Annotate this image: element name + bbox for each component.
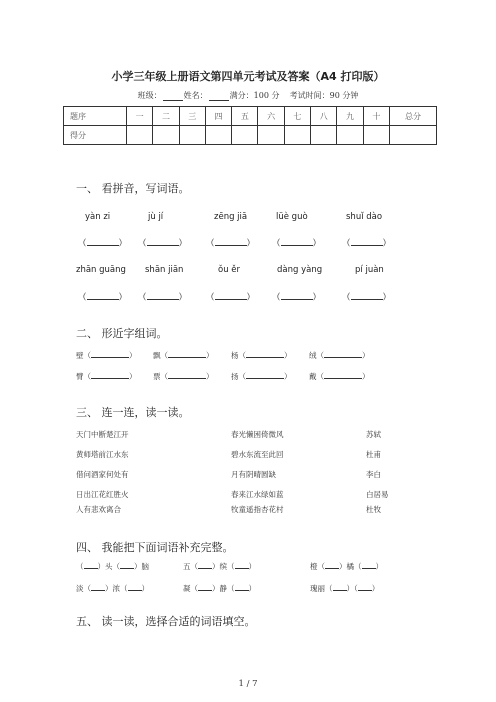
score-cell: 一	[127, 107, 153, 126]
answer-blank[interactable]: （ ）	[272, 293, 322, 303]
idiom-fill-item[interactable]: 淡（ ）浓（ ）	[76, 584, 149, 593]
score-cell: 九	[337, 107, 363, 126]
answer-blank[interactable]: （ ）	[272, 239, 322, 249]
idiom-fill-item[interactable]: （ ）头（ ）脑	[76, 562, 149, 571]
score-cell: 三	[179, 107, 205, 126]
near-char-item[interactable]: 戴（ ）	[309, 372, 370, 381]
score-cell: 题序	[64, 107, 127, 126]
match-author-item[interactable]: 杜甫	[366, 450, 381, 459]
near-char-item[interactable]: 扬（ ）	[231, 372, 292, 381]
match-author-item[interactable]: 李白	[366, 470, 381, 479]
score-cell: 四	[205, 107, 231, 126]
score-cell: 十	[363, 107, 389, 126]
near-char-item[interactable]: 壁（ ）	[76, 351, 137, 360]
match-left-item[interactable]: 黄师塔前江水东	[76, 450, 129, 459]
score-input-cell[interactable]	[311, 126, 337, 145]
near-char-item[interactable]: 绒（ ）	[309, 351, 370, 360]
section-4-heading: 四、 我能把下面词语补充完整。	[76, 541, 234, 554]
page-title: 小学三年级上册语文第四单元考试及答案（A4 打印版）	[111, 70, 385, 83]
score-table-header-row	[64, 107, 437, 126]
match-middle-item[interactable]: 碧水东流至此回	[231, 450, 284, 459]
pinyin-item: jù jí	[148, 212, 164, 222]
match-author-item[interactable]: 苏轼	[366, 430, 381, 439]
match-author-item[interactable]: 杜牧	[366, 505, 381, 514]
score-input-cell[interactable]	[205, 126, 231, 145]
score-input-cell[interactable]	[284, 126, 310, 145]
score-input-cell[interactable]	[390, 126, 437, 145]
match-left-item[interactable]: 人有悲欢离合	[76, 505, 121, 514]
score-input-cell[interactable]	[363, 126, 389, 145]
answer-blank[interactable]: （ ）	[342, 293, 392, 303]
answer-blank[interactable]: （ ）	[138, 239, 188, 249]
section-3-heading: 三、 连一连，读一读。	[76, 406, 190, 419]
pinyin-item: ǒu ěr	[218, 265, 241, 275]
score-input-cell[interactable]	[232, 126, 258, 145]
score-cell: 五	[232, 107, 258, 126]
full-score: 满分：100 分	[229, 91, 280, 100]
pinyin-item: shuǐ dào	[346, 212, 383, 222]
score-input-cell[interactable]	[258, 126, 284, 145]
answer-blank[interactable]: （ ）	[138, 293, 188, 303]
match-middle-item[interactable]: 牧童遥指杏花村	[231, 505, 284, 514]
score-cell: 总分	[390, 107, 437, 126]
near-char-item[interactable]: 杨（ ）	[231, 351, 292, 360]
idiom-fill-item[interactable]: 五（ ）缤（ ）	[183, 562, 256, 571]
page-number: 1 / 7	[238, 679, 258, 689]
match-author-item[interactable]: 白居易	[366, 490, 389, 499]
class-blank[interactable]	[163, 92, 183, 101]
pinyin-item: shān jiān	[145, 265, 184, 275]
score-input-cell[interactable]	[153, 126, 179, 145]
score-cell: 八	[311, 107, 337, 126]
match-middle-item[interactable]: 月有阴晴圆缺	[231, 470, 276, 479]
score-table-score-row	[64, 126, 437, 145]
near-char-item[interactable]: 飘（ ）	[153, 351, 214, 360]
answer-blank[interactable]: （ ）	[342, 239, 392, 249]
section-1-heading: 一、 看拼音，写词语。	[76, 182, 190, 195]
score-input-cell[interactable]	[179, 126, 205, 145]
idiom-fill-item[interactable]: 瑰丽（ ）（ ）	[310, 584, 380, 593]
pinyin-item: dàng yàng	[277, 265, 323, 275]
answer-blank[interactable]: （ ）	[78, 239, 128, 249]
pinyin-item: lüè guò	[276, 212, 308, 222]
score-cell: 七	[284, 107, 310, 126]
idiom-fill-item[interactable]: 凝（ ）静（ ）	[183, 584, 256, 593]
pinyin-item: pí juàn	[355, 265, 384, 275]
name-blank[interactable]	[209, 92, 229, 101]
score-input-cell[interactable]	[127, 126, 153, 145]
near-char-item[interactable]: 票（ ）	[153, 372, 214, 381]
exam-time: 考试时间：90 分钟	[289, 91, 359, 100]
match-middle-item[interactable]: 春来江水绿如蓝	[231, 490, 284, 499]
match-left-item[interactable]: 天门中断楚江开	[76, 430, 129, 439]
score-table	[63, 106, 437, 145]
answer-blank[interactable]: （ ）	[206, 239, 256, 249]
near-char-item[interactable]: 臂（ ）	[76, 372, 137, 381]
section-2-heading: 二、 形近字组词。	[76, 327, 168, 340]
class-label: 班级：	[137, 91, 162, 100]
pinyin-item: zhān guāng	[76, 265, 126, 275]
pinyin-item: zēng jiā	[214, 212, 248, 222]
score-cell: 六	[258, 107, 284, 126]
answer-blank[interactable]: （ ）	[206, 293, 256, 303]
answer-blank[interactable]: （ ）	[78, 293, 128, 303]
name-label: 姓名：	[183, 91, 208, 100]
idiom-fill-item[interactable]: 橙（ ）橘（ ）	[310, 562, 383, 571]
pinyin-item: yàn zi	[85, 212, 111, 222]
match-middle-item[interactable]: 春光懒困倚微风	[231, 430, 284, 439]
section-5-heading: 五、 读一读，选择合适的词语填空。	[76, 615, 256, 628]
exam-info	[0, 90, 496, 101]
score-cell: 二	[153, 107, 179, 126]
score-input-cell[interactable]	[337, 126, 363, 145]
score-row-label: 得分	[64, 126, 127, 145]
match-left-item[interactable]: 借问酒家何处有	[76, 470, 129, 479]
match-left-item[interactable]: 日出江花红胜火	[76, 490, 129, 499]
